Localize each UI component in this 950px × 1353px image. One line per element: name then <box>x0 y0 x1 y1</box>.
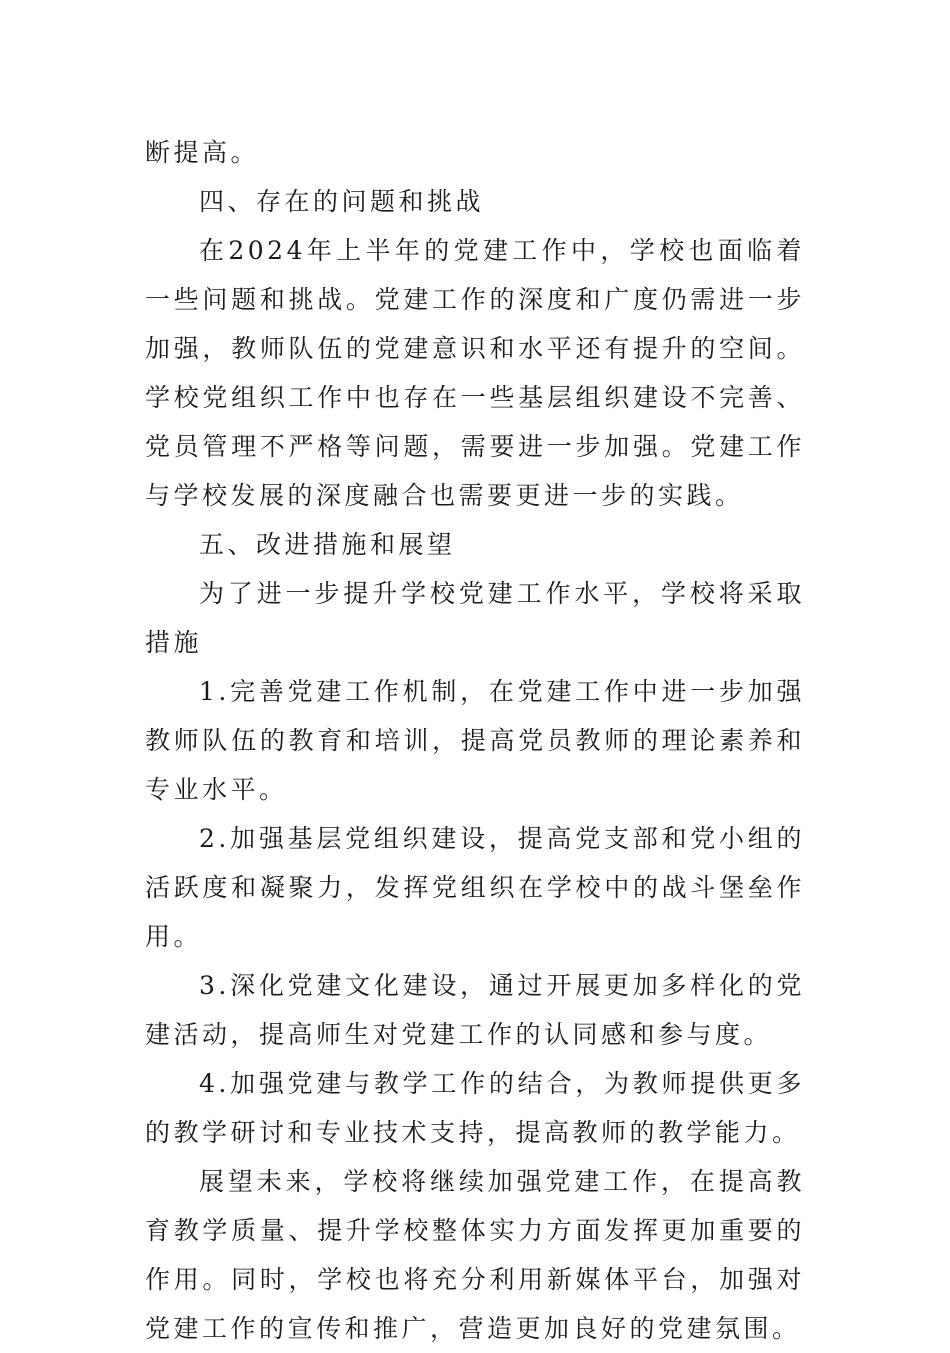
list-item-measure-4: 4.加强党建与教学工作的结合，为教师提供更多的教学研讨和专业技术支持，提高教师的教学能力。 <box>145 1069 805 1147</box>
paragraph-problems: 在2024年上半年的党建工作中，学校也面临着一些问题和挑战。党建工作的深度和广度仍需进一步加强，教师队伍的党建意识和水平还有提升的空间。学校党组织工作中也存在一些基层组织建设不完善、党员管理不严格等问题，需要进一步加强。党建工作与学校发展的深度融合也需要更进一步的实践。 <box>145 236 805 510</box>
paragraph-continuation: 断提高。 <box>145 138 260 167</box>
paragraph-measures-intro: 为了进一步提升学校党建工作水平，学校将采取措施 <box>145 579 805 657</box>
list-item-measure-2: 2.加强基层党组织建设，提高党支部和党小组的活跃度和凝聚力，发挥党组织在学校中的战斗堡垒作用。 <box>145 824 805 951</box>
document-body <box>145 128 805 1353</box>
section-heading-problems: 四、存在的问题和挑战 <box>199 187 485 216</box>
list-item-measure-1: 1.完善党建工作机制，在党建工作中进一步加强教师队伍的教育和培训，提高党员教师的理论素养和专业水平。 <box>145 677 805 804</box>
section-heading-measures: 五、改进措施和展望 <box>199 530 456 559</box>
paragraph-outlook: 展望未来，学校将继续加强党建工作，在提高教育教学质量、提升学校整体实力方面发挥更加重要的作用。同时，学校也将充分利用新媒体平台，加强对党建工作的宣传和推广，营造更加良好的党建氛围。 <box>145 1167 805 1343</box>
list-item-measure-3: 3.深化党建文化建设，通过开展更加多样化的党建活动，提高师生对党建工作的认同感和参与度。 <box>145 971 805 1049</box>
